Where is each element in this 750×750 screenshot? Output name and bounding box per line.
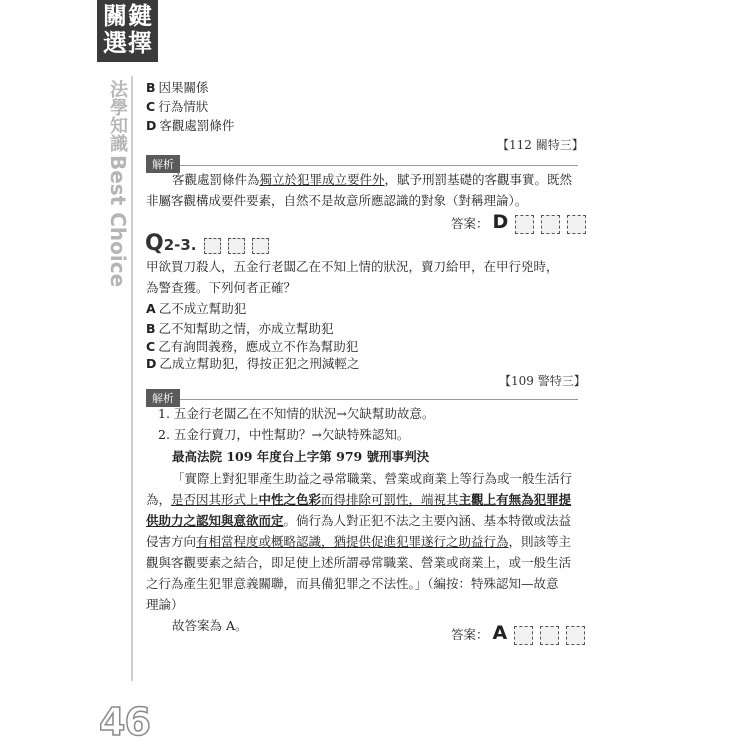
q1-option-c: [146, 98, 208, 116]
q-number: 2-3.: [163, 236, 197, 254]
sidebar-vertical-title-en: [100, 155, 132, 315]
option-text: 乙不知幫助之情，亦成立幫助犯: [158, 321, 334, 336]
option-letter: C: [146, 99, 156, 114]
q2-answer: [451, 622, 585, 645]
option-text: 行為情狀: [158, 99, 209, 114]
q2-source: 【109 警特三】: [499, 374, 586, 388]
q2-option-b: [146, 320, 334, 338]
quote-line-7: 理論）: [146, 597, 184, 612]
checkbox-3[interactable]: [567, 215, 586, 234]
page-number: 46: [99, 700, 150, 744]
quote-line-6: 之行為產生犯罪意義關聯，而具備犯罪之不法性。」（編按：特殊認知—故意: [146, 576, 559, 591]
q1-analysis-line-2: 非屬客觀構成要件要素，自然不是故意所應認識的對象（對稱理論）。: [146, 193, 528, 208]
q1-analysis-label: 解析: [146, 155, 180, 173]
q2-option-a: [146, 300, 246, 318]
option-text: 客觀處罰條件: [159, 118, 235, 133]
quote-line-3: [146, 510, 571, 531]
checkbox-1[interactable]: [204, 238, 221, 254]
text-run: 為，: [146, 492, 172, 507]
q1-option-d: [146, 117, 234, 135]
answer-label: 答案：: [451, 627, 489, 642]
option-text: 乙不成立幫助犯: [158, 301, 247, 316]
q2-option-d: [146, 355, 359, 373]
sidebar-vertical-title-zh: 法學知識: [107, 80, 128, 152]
q-letter: Q: [145, 231, 164, 256]
text-run: 。倘行為人對正犯不法之主要內涵、基本特徵或法益: [283, 513, 572, 528]
q1-analysis-rule: [146, 165, 578, 166]
answer-label: 答案：: [451, 216, 489, 231]
bold-underlined-text: 中性之色彩: [258, 492, 322, 507]
quote-line-4: [146, 531, 571, 552]
checkbox-2[interactable]: [228, 238, 245, 254]
checkbox-1[interactable]: [514, 626, 533, 645]
option-text: 因果關係: [158, 80, 209, 95]
q1-option-b: [146, 79, 209, 97]
option-letter: D: [146, 118, 157, 133]
option-letter: B: [146, 321, 156, 336]
q2-stem-line-2: 為警查獲。下列何者正確？: [146, 280, 297, 295]
quote-line-5: 觀與客觀要素之結合，即足使上述所謂尋常職業、營業或商業上，或一般生活: [146, 555, 572, 570]
underlined-text: 是否因其形式上: [171, 492, 259, 507]
q2-analysis-rule: [146, 399, 578, 400]
badge-line-1: 關鍵: [103, 2, 153, 30]
checkbox-3[interactable]: [252, 238, 269, 254]
q1-answer: [451, 211, 586, 234]
text-run: 侵害方向: [146, 534, 197, 549]
answer-value: D: [492, 211, 509, 233]
checkbox-1[interactable]: [515, 215, 534, 234]
q2-number: [145, 231, 269, 256]
checkbox-2[interactable]: [540, 626, 559, 645]
option-text: 乙成立幫助犯，得按正犯之刑減輕之: [159, 356, 360, 371]
q1-analysis-line-1: [172, 169, 572, 190]
q2-analysis-label: 解析: [146, 389, 180, 407]
quote-line-1: 「實際上對犯罪產生助益之尋常職業、營業或商業上等行為或一般生活行: [172, 471, 573, 486]
badge-line-2: 選擇: [103, 29, 153, 57]
text-run: 客觀處罰條件為: [172, 172, 260, 187]
quote-line-2: [146, 489, 571, 510]
bold-underlined-text: 主觀上有無為犯罪提: [458, 492, 572, 507]
q2-stem-line-1: 甲欲買刀殺人，五金行老闆乙在不知上情的狀況，賣刀給甲，在甲行兇時，: [146, 259, 559, 274]
chapter-badge-text: [100, 3, 156, 57]
checkbox-2[interactable]: [541, 215, 560, 234]
underlined-text: 有相當程度或概略認識: [196, 534, 322, 549]
underlined-text: 獨立於犯罪成立要件外: [259, 172, 385, 187]
q2-point-2: 2. 五金行賣刀，中性幫助？→欠缺特殊認知。: [158, 427, 410, 442]
q1-source: 【112 關特三】: [497, 138, 584, 152]
conclusion: 故答案為 A。: [172, 618, 248, 633]
underlined-text: 而得排除可罰性，端視其: [321, 492, 459, 507]
text-run: ，則該等主: [508, 534, 572, 549]
text-run: ，賦予刑罰基礎的客觀事實。既然: [384, 172, 573, 187]
q2-option-c: [146, 338, 358, 356]
bold-underlined-text: 供助力之認知與意欲而定: [146, 513, 284, 528]
option-text: 乙有詢問義務，應成立不作為幫助犯: [158, 339, 359, 354]
option-letter: B: [146, 80, 156, 95]
q2-point-1: 1. 五金行老闆乙在不知情的狀況→欠缺幫助故意。: [158, 406, 435, 421]
underlined-text: ，猶提供促進犯罪遂行之助益行為: [321, 534, 509, 549]
answer-value: A: [492, 622, 508, 644]
option-letter: D: [146, 356, 157, 371]
sidebar-vertical-title-en-text: Best Choice: [106, 155, 130, 288]
option-letter: C: [146, 339, 156, 354]
option-letter: A: [146, 301, 156, 316]
checkbox-3[interactable]: [566, 626, 585, 645]
case-title: 最高法院 109 年度台上字第 979 號刑事判決: [172, 449, 430, 464]
